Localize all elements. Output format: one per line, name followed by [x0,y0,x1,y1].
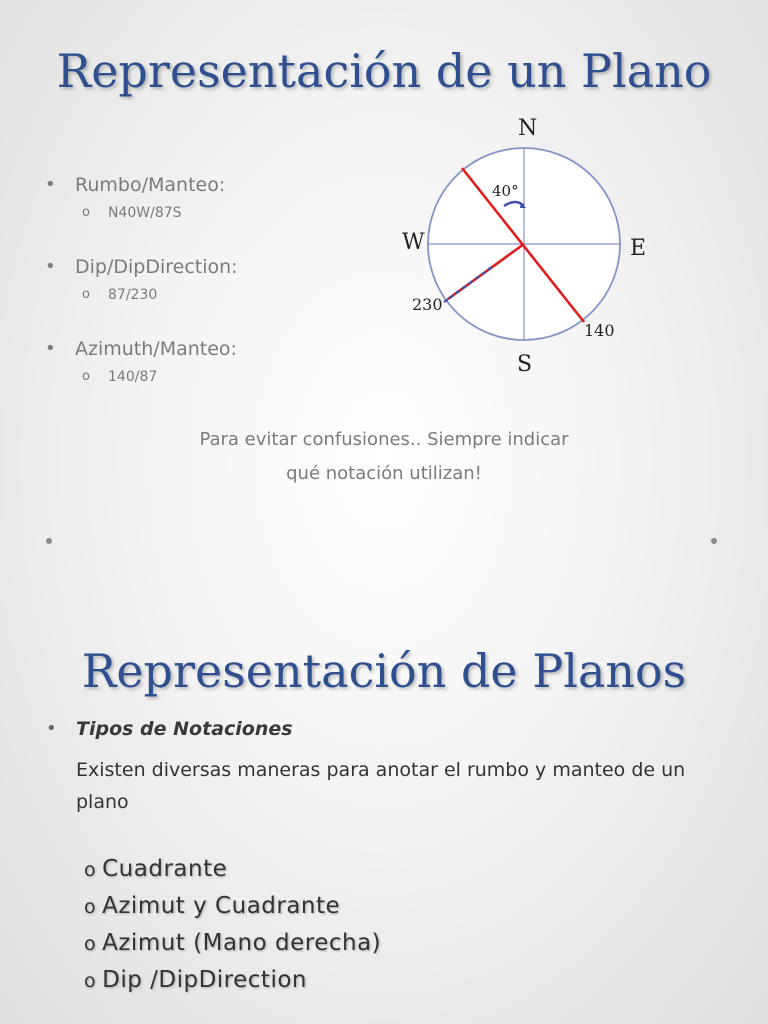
bullet-dot: • [45,338,56,359]
azimuth-label: 140 [584,321,615,340]
list-circle: o [84,970,97,992]
sub-value: N40W/87S [108,205,182,221]
list-circle: o [84,859,97,881]
list-item [84,967,381,1004]
sub-azimuth-manteo [82,369,158,385]
dip-direction-label: 230 [412,295,443,314]
compass-diagram [400,140,660,360]
sub-bullet-circle: o [82,287,90,302]
bullet-label: Azimuth/Manteo: [75,338,237,360]
notation-note-line-1: Para evitar confusiones.. Siempre indicar [199,429,569,450]
bullet-label: Dip/DipDirection: [75,256,238,278]
list-item [84,893,381,930]
section-heading: Tipos de Notaciones [76,718,293,740]
list-item [84,856,381,893]
sub-value: 140/87 [108,369,158,385]
sub-value: 87/230 [108,287,158,303]
list-circle: o [84,933,97,955]
intro-paragraph: Existen diversas maneras para anotar el rumbo y manteo de un plano [76,759,686,813]
bullet-dot: • [46,718,57,739]
compass-south-label: S [517,352,533,377]
notation-note-line-2: qué notación utilizan! [286,463,482,484]
list-circle: o [84,896,97,918]
sub-bullet-circle: o [82,205,90,220]
compass-west-label: W [402,230,425,255]
list-item-label: Azimut y Cuadrante [102,893,341,919]
bullet-dot: • [45,174,56,195]
slide-2-title: Representación de Planos [81,644,687,698]
sub-dip-dipdirection [82,287,158,303]
sub-rumbo-manteo [82,205,182,221]
bullet-tipos-notaciones [46,718,293,740]
slide-1-title: Representación de un Plano [56,44,712,98]
compass-east-label: E [630,236,647,261]
list-item [84,930,381,967]
bullet-rumbo-manteo [45,174,226,196]
list-item-label: Cuadrante [102,856,228,882]
angle-label: 40° [492,182,519,200]
list-item-label: Azimut (Mano derecha) [102,930,382,956]
sub-bullet-circle: o [82,369,90,384]
compass-north-label: N [518,116,538,141]
bullet-dot: • [45,256,56,277]
list-item-label: Dip /DipDirection [102,967,307,993]
bullet-azimuth-manteo [45,338,237,360]
notation-list [84,856,381,1004]
notation-note [0,423,768,491]
bullet-label: Rumbo/Manteo: [75,174,226,196]
bullet-dip-dipdirection [45,256,238,278]
